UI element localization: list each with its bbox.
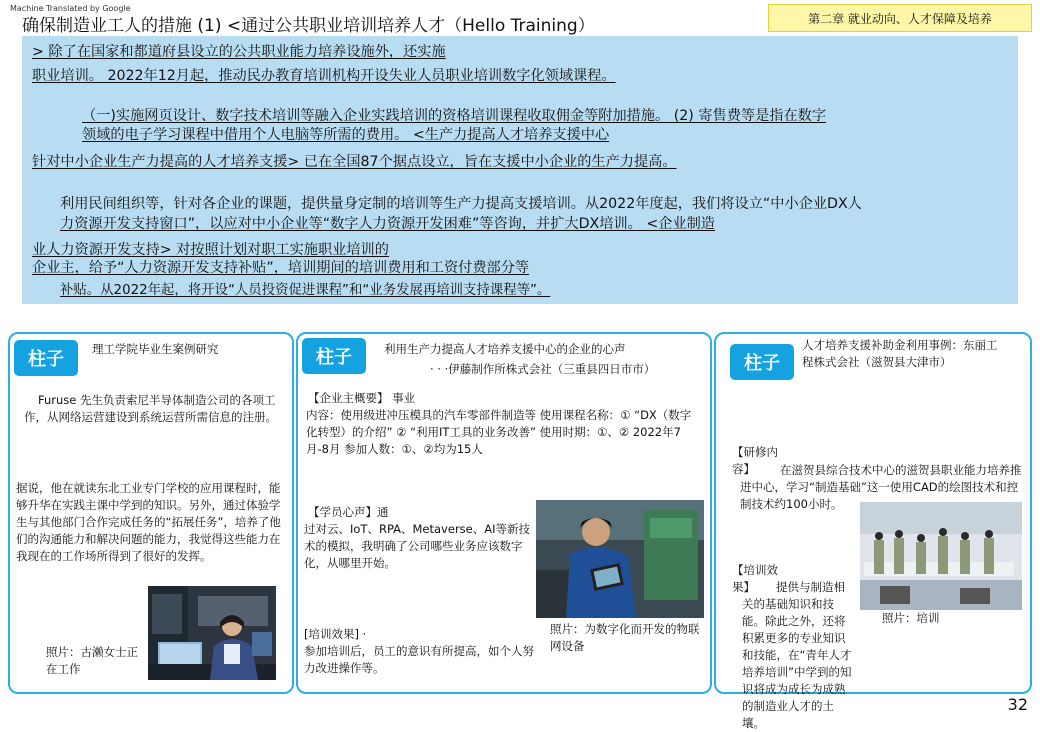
case-panel-left xyxy=(8,332,294,694)
effect-heading: 【培训效果】 xyxy=(732,563,778,594)
photo-caption: 照片：古濑女士正在工作 xyxy=(46,645,138,676)
page-title: 确保制造业工人的措施 (1) <通过公共职业培训培养人才（Hello Training） xyxy=(22,16,595,36)
panel-title: 利用生产力提高人才培养支援中心的企业的心声 xyxy=(384,342,626,356)
effect-heading: [培训效果] · xyxy=(304,627,367,641)
company-name: · · ·伊藤制作所株式会社（三重县四日市市） xyxy=(430,362,656,376)
voice-text: 过对云、IoT、RPA、Metaverse、AI等新技术的模拟，我明确了公司哪些业务应该数字化，从哪里开始。 xyxy=(304,522,530,570)
research-heading: 【研修内容】 xyxy=(732,445,778,476)
summary-line: > 除了在国家和都道府县设立的公共职业能力培养设施外，还实施 xyxy=(32,44,446,60)
summary-line: 职业培训。 2022年12月起，推动民办教育培训机构开设失业人员职业培训数字化领域课程。 xyxy=(32,68,616,84)
pillar-badge: 柱子 xyxy=(730,344,794,380)
panel-title: 理工学院毕业生案例研究 xyxy=(92,342,219,356)
panel-title: 人才培养支援补助金利用事例：东丽工程株式会社（滋贺县大津市） xyxy=(802,338,998,369)
case-paragraph: 据说，他在就读东北工业专门学校的应用课程时，能够升华在实践主课中学到的知识。另外，通过体验学生与其他部门合作完成任务的“拓展任务”，培养了他们的沟通能力和解决问题的能力，我觉得这些能力在我现在的工作场所得到了很好的发挥。 xyxy=(16,481,281,563)
summary-line: 补贴。从2022年起，将开设“人员投资促进课程”和“业务发展再培训支持课程等”。 xyxy=(60,283,551,298)
overview-heading: 【企业主概要】 事业 xyxy=(308,391,416,405)
summary-line: 力资源开发支持窗口”，以应对中小企业等“数字人力资源开发困难”等咨询，并扩大DX培训。 <企业制造 xyxy=(60,216,715,232)
overview-text: 内容：使用级进冲压模具的汽车零部件制造等 使用课程名称：① “DX（数字化转型）的介绍” ② “利用IT工具的业务改善” 使用时期：①、② 2022年7月-8月 参加人数：①、②均为15人 xyxy=(306,408,692,456)
summary-line: 领域的电子学习课程中借用个人电脑等所需的费用。 <生产力提高人才培养支援中心 xyxy=(82,127,610,143)
case-panel-middle xyxy=(296,332,712,694)
photo-caption: 照片：培训 xyxy=(882,611,940,625)
summary-line: 针对中小企业生产力提高的人才培养支援> 已在全国87个据点设立，旨在支援中小企业的生产力提高。 xyxy=(32,154,677,170)
chapter-badge: 第二章 就业动向、人才保障及培养 xyxy=(768,4,1032,32)
page-number: 32 xyxy=(1007,695,1028,714)
summary-line: 业人力资源开发支持> 对按照计划对职工实施职业培训的 xyxy=(32,242,389,258)
photo-training-room xyxy=(860,502,1022,610)
effect-text: 提供与制造相关的基础知识和技能。除此之外，还将积累更多的专业知识和技能，在“青年人才培养培训”中学到的知识将成为成长为成熟的制造业人才的土壤。 xyxy=(742,580,852,730)
effect-text: 参加培训后，员工的意识有所提高，如个人努力改进操作等。 xyxy=(304,644,534,675)
research-text: 在滋贺县综合技术中心的滋贺县职业能力培养推进中心，学习“制造基础”这一使用CAD的绘图技术和控制技术约100小时。 xyxy=(740,463,1022,511)
summary-box xyxy=(22,36,1018,304)
pillar-badge: 柱子 xyxy=(302,338,366,374)
summary-line: （一)实施网页设计、数字技术培训等融入企业实践培训的资格培训课程收取佣金等附加措施。 (2) 寄售费等是指在数字 xyxy=(82,108,827,124)
photo-caption: 照片：为数字化而开发的物联网设备 xyxy=(550,622,700,653)
photo-iot-device-worker xyxy=(536,500,704,618)
photo-woman-at-computer xyxy=(148,586,276,680)
summary-line: 企业主，给予“人力资源开发支持补贴”，培训期间的培训费用和工资付费部分等 xyxy=(32,260,530,276)
machine-translated-label: Machine Translated by Google xyxy=(10,4,131,13)
summary-line: 利用民间组织等，针对各企业的课题，提供量身定制的培训等生产力提高支援培训。从2022年度起，我们将设立“中小企业DX人 xyxy=(60,196,862,212)
pillar-badge: 柱子 xyxy=(14,340,78,376)
case-paragraph: Furuse 先生负责索尼半导体制造公司的各项工作，从网络运营建设到系统运营所需信息的注册。 xyxy=(24,393,277,424)
voice-heading: 【学员心声】通 xyxy=(308,505,389,519)
